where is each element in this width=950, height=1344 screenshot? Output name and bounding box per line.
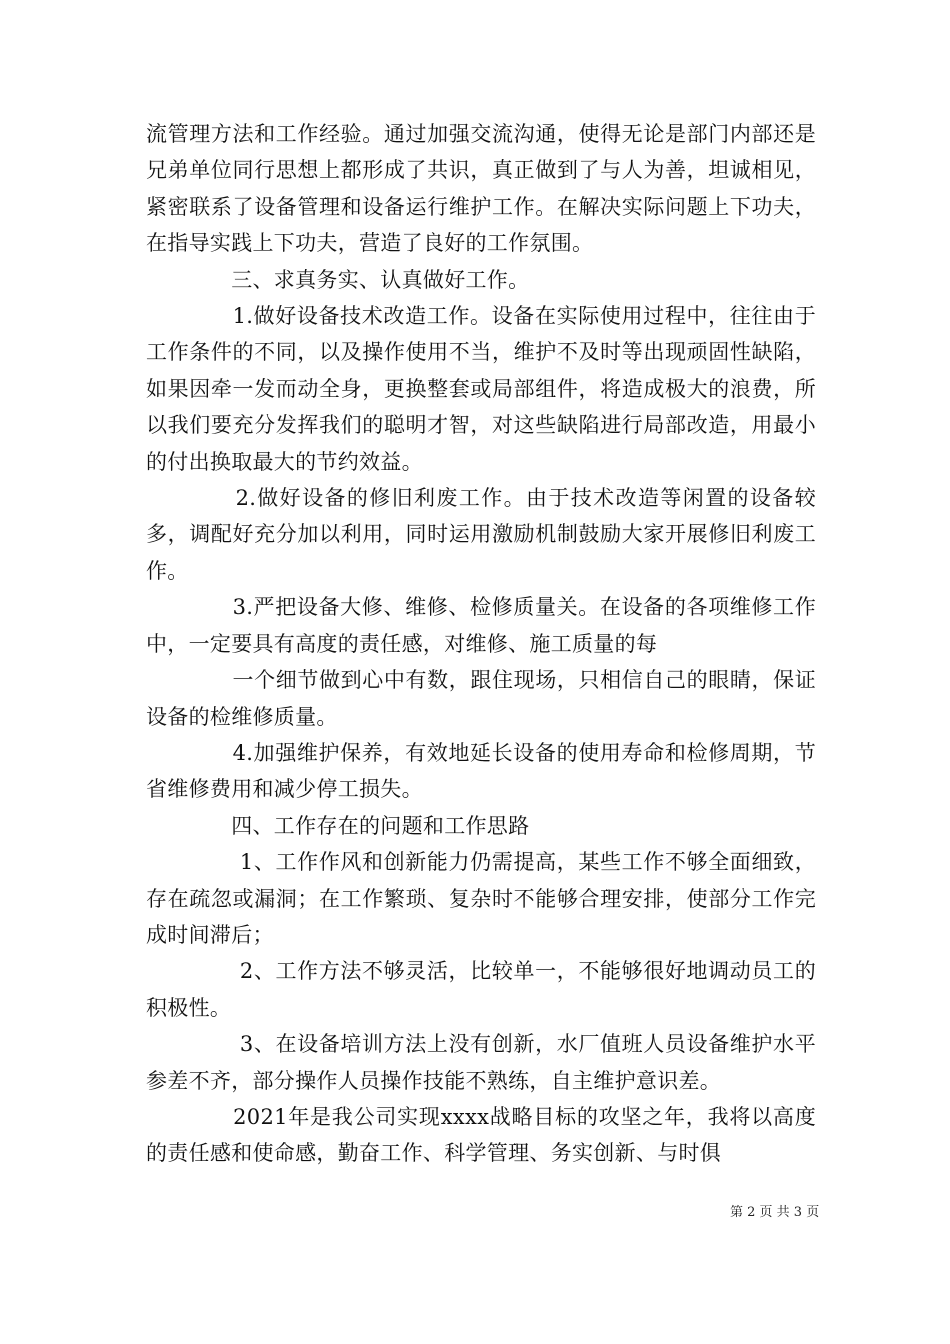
page-number-footer: 第 2 页 共 3 页 <box>730 1205 820 1220</box>
closing-paragraph: 2021年是我公司实现xxxx战略目标的攻坚之年，我将以高度的责任感和使命感，勤奋工作、科学管理、务实创新、与时俱 <box>146 1104 816 1166</box>
section-heading-4: 四、工作存在的问题和工作思路 <box>146 813 530 838</box>
paragraph-item-3: 3.严把设备大修、维修、检修质量关。在设备的各项维修工作中，一定要具有高度的责任感，对维修、施工质量的每 <box>146 595 816 656</box>
section-heading-3: 三、求真务实、认真做好工作。 <box>146 267 530 292</box>
paragraph-item-2: 2.做好设备的修旧利废工作。由于技术改造等闲置的设备较多，调配好充分加以利用，同时运用激励机制鼓励大家开展修旧利废工作。 <box>146 486 816 583</box>
paragraph-item-4: 4.加强维护保养，有效地延长设备的使用寿命和检修周期，节省维修费用和减少停工损失。 <box>146 740 816 802</box>
problem-item-3: 3、在设备培训方法上没有创新，水厂值班人员设备维护水平参差不齐，部分操作人员操作技能不熟练，自主维护意识差。 <box>146 1032 816 1093</box>
problem-item-2: 2、工作方法不够灵活，比较单一，不能够很好地调动员工的积极性。 <box>146 959 816 1020</box>
paragraph-item-1: 1.做好设备技术改造工作。设备在实际使用过程中，往往由于工作条件的不同，以及操作使用不当，维护不及时等出现顽固性缺陷，如果因牵一发而动全身，更换整套或局部组件，将造成极大的浪费，所以我们要充分发挥我们的聪明才智，对这些缺陷进行局部改造，用最小的付出换取最大的节约效益。 <box>146 304 816 474</box>
document-body <box>146 116 816 1172</box>
paragraph-item-3-continued: 一个细节做到心中有数，跟住现场，只相信自己的眼睛，保证设备的检维修质量。 <box>146 668 816 729</box>
problem-item-1: 1、工作作风和创新能力仍需提高，某些工作不够全面细致，存在疏忽或漏洞；在工作繁琐、复杂时不能够合理安排，使部分工作完成时间滞后； <box>146 850 816 947</box>
paragraph-continued: 流管理方法和工作经验。通过加强交流沟通，使得无论是部门内部还是兄弟单位同行思想上都形成了共识，真正做到了与人为善，坦诚相见，紧密联系了设备管理和设备运行维护工作。在解决实际问题上下功夫，在指导实践上下功夫，营造了良好的工作氛围。 <box>146 122 816 256</box>
